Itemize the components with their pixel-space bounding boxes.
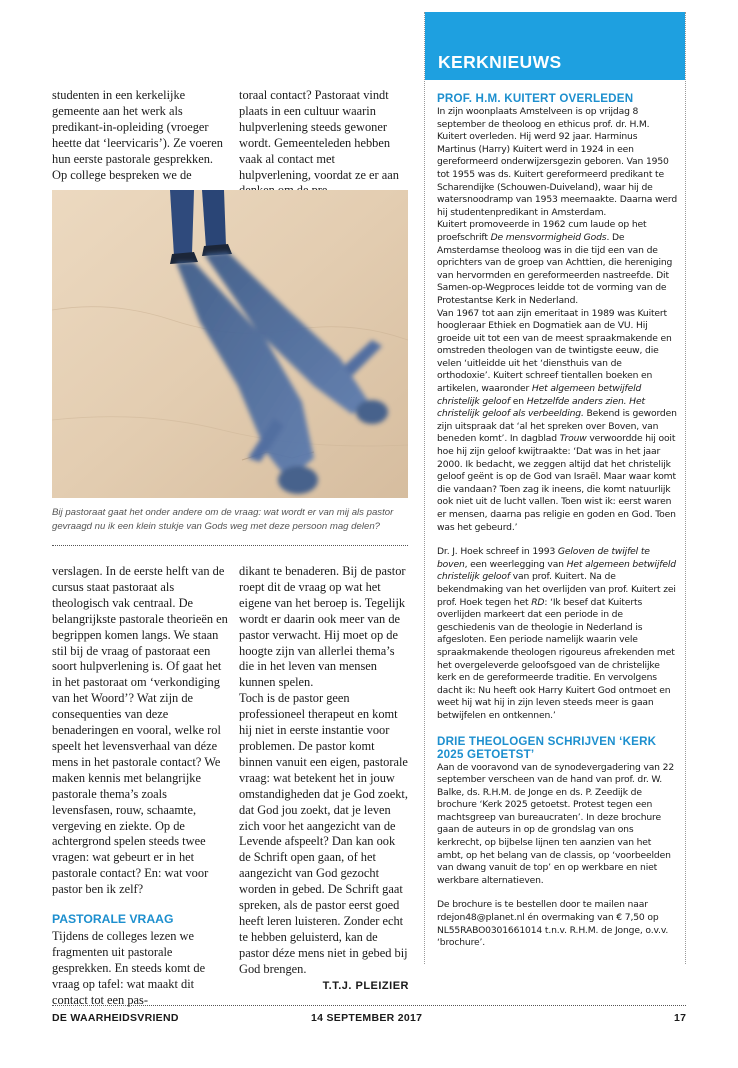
- kerknieuws-body: [437, 92, 677, 950]
- news-paragraph: Dr. J. Hoek schreef in 1993 Geloven de twijfel te boven, een weerlegging van Het algemeen betwijfeld christelijk geloof van prof. Kuitert. Na de bekendmaking van het overlijden van prof. Kuitert zei prof. Hoek tegen het RD: ‘Ik besef dat Kuiterts overlijden markeert dat een periode in de geschiedenis van de theologie in Nederland is afgesloten. Een periode namelijk waarin vele spraakmakende theologen rigoureus afrekenden met het overgeleverde geloofsgoed van de christelijke kerk en de gereformeerde traditie. En vervolgens dacht ik: Nu heeft ook Harry Kuitert God ontmoet en weet hij wat hij in zijn leven steeds meer is gaan betwijfelen en ontkennen.’: [437, 546, 676, 721]
- news-paragraph: In zijn woonplaats Amstelveen is op vrijdag 8 september de theoloog en ethicus prof. dr. H.M. Kuitert overleden. Hij werd 92 jaar. Harminus Martinus (Harry) Kuitert werd in 1924 in een gereformeerd onderwijzersgezin geboren. Van 1950 tot 1955 was ds. Kuitert gereformeerd predikant te Scharendijke (Schouwen-Duiveland), waar hij de watersnoodramp van 1953 meemaakte. Daarna werd hij studentenpredikant in Amsterdam.: [437, 106, 678, 218]
- photo-caption: Bij pastoraat gaat het onder andere om de vraag: wat wordt er van mij als pastor gevraagd nu ik een klein stukje van Gods weg met deze persoon mag delen?: [52, 507, 394, 532]
- footer-publication: DE WAARHEIDSVRIEND: [52, 1012, 179, 1024]
- kerknieuws-sidebar: [424, 12, 686, 964]
- kerknieuws-header-band: [425, 12, 685, 80]
- article-col2-top: [239, 88, 409, 199]
- article-paragraph: verslagen. In de eerste helft van de cursus staat pastoraat als theologisch vak centraal. De belangrijkste pastorale theorieën en begrippen komen langs. We staan stil bij de vraag of pastoraat een soort hulpverlening is. Of gaat het in het pastoraat om ‘verkondiging van het Woord’? Wat zijn de consequenties van deze benaderingen en vooral, welke rol speelt het levensverhaal van déze mens in het pastorale contact? We maken kennis met belangrijke pastorale thema’s zoals levensfasen, rouw, schaamte, vergeving en ziekte. Op de achtergrond spelen steeds twee vragen: wat gebeurt er in het pastorale contact? En: wat voor pastor ben ik zelf?: [52, 564, 228, 897]
- news-heading-kuitert: PROF. H.M. KUITERT OVERLEDEN: [437, 92, 634, 105]
- article-col2-bottom: [239, 564, 409, 994]
- footer-divider: [52, 1005, 686, 1006]
- news-heading-kerk2025: DRIE THEOLOGEN SCHRIJVEN ‘KERK 2025 GETOETST’: [437, 734, 657, 761]
- shadow-photo-illustration: [52, 190, 408, 498]
- article-col1-top: [52, 88, 228, 183]
- news-paragraph: De brochure is te bestellen door te mailen naar rdejon48@planet.nl én overmaking van € 7,50 op NL55RABO0301661014 t.n.v. R.H.M. de Jonge, o.v.v. ‘brochure’.: [437, 899, 669, 949]
- article-author: T.T.J. PLEIZIER: [322, 979, 409, 992]
- news-paragraph: Kuitert promoveerde in 1962 cum laude op het proefschrift De mensvormigheid Gods. De Amsterdamse theoloog was in die tijd een van de oprichters van de groep van Achttien, die hereniging van hervormden en gereformeerden nastreefde. Dit Samen-op-Wegproces leidde tot de vorming van de Protestantse Kerk in Nederland.: [437, 219, 673, 306]
- footer-date: 14 SEPTEMBER 2017: [311, 1012, 423, 1024]
- article-paragraph: Toch is de pastor geen professioneel therapeut en komt hij niet in eerste instantie voor problemen. De pastor komt binnen vanuit een eigen, pastorale vraag: wat betekent het in jouw omstandigheden dat je God zoekt, dat God jou zoekt, dat je leven zich voor het aangezicht van de Levende afspeelt? Dan kan ook de Schrift open gaan, of het aangezicht van God gezocht worden in gebed. De Schrift gaat spreken, als de pastor eerst goed heeft leren luisteren. Zonder echt te hebben geluisterd, kan de pastor déze mens niet in gebed bij God brengen.: [239, 691, 408, 976]
- news-paragraph: Aan de vooravond van de synodevergadering van 22 september verscheen van de hand van prof. dr. W. Balke, ds. R.H.M. de Jonge en ds. P. Zeedijk de brochure ‘Kerk 2025 getoetst. Protest tegen een machtsgreep van bureaucraten’. In deze brochure gaan de auteurs in op de grondslag van ons kerkrecht, op bijbelse lijnen ten aanzien van het ambt, op het belang van de classis, op ‘voorbeelden van dwang vanuit de top’ en op werkbare en niet werkbare alternatieven.: [437, 761, 675, 886]
- article-paragraph: Tijdens de colleges lezen we fragmenten uit pastorale gesprekken. En steeds komt de vraag op tafel: wat maakt dit contact tot een pas-: [52, 928, 206, 1007]
- kerknieuws-title: KERKNIEUWS: [438, 52, 562, 72]
- article-photo: [52, 190, 408, 498]
- caption-divider: [52, 545, 408, 546]
- article-paragraph: dikant te benaderen. Bij de pastor roept dit de vraag op wat het eigene van het beroep is. Tegelijk wordt er daarin ook meer van de pastor verwacht. Hij moet op de hoogte zijn van allerlei thema’s die in het leven van mensen kunnen spelen.: [239, 564, 406, 690]
- footer-page-number: 17: [674, 1012, 687, 1024]
- article-col1-bottom: [52, 564, 228, 1008]
- article-paragraph: toraal contact? Pastoraat vindt plaats in een cultuur waarin hulpverlening steeds gewoner wordt. Gemeenteleden hebben vaak al contact met hulpverlening, voordat ze er aan: [239, 88, 399, 182]
- article-paragraph: studenten in een kerkelijke gemeente aan het werk als predikant-in-opleiding (vroeger heette dat ‘leervicaris’). Ze voeren hun eerste pastorale gesprekken. Op college bespreken we de: [52, 88, 223, 182]
- article-subheading: PASTORALE VRAAG: [52, 912, 174, 927]
- news-paragraph: Van 1967 tot aan zijn emeritaat in 1989 was Kuitert hoogleraar Ethiek en Dogmatiek aan de VU. Hij groeide uit tot een van de meest spraakmakende en omstreden theologen van de twintigste eeuw, die velen ‘uitleidde uit het ‘diensthuis van de orthodoxie’. Kuitert schreef tientallen boeken en artikelen, waaronder Het algemeen betwijfeld christelijk geloof en Hetzelfde anders zien. Het christelijk geloof als verbeelding. Bekend is geworden zijn uitspraak dat ‘al het spreken over Boven, van beneden komt’. In dagblad Trouw verwoordde hij ooit hoe hij zijn geloof kwijtraakte: ‘Dat was in het jaar 2000. Ik bedacht, we zeggen altijd dat het christelijk geloof geënt is op de God van Israël. Maar waar komt die vandaan? Toen zag ik ineens, die komt natuurlijk ook niet uit de lucht vallen. Toen wist ik: eerst waren er mensen, daarna pas religie en goden en God. Toen was het gebeurd.’: [437, 307, 677, 533]
